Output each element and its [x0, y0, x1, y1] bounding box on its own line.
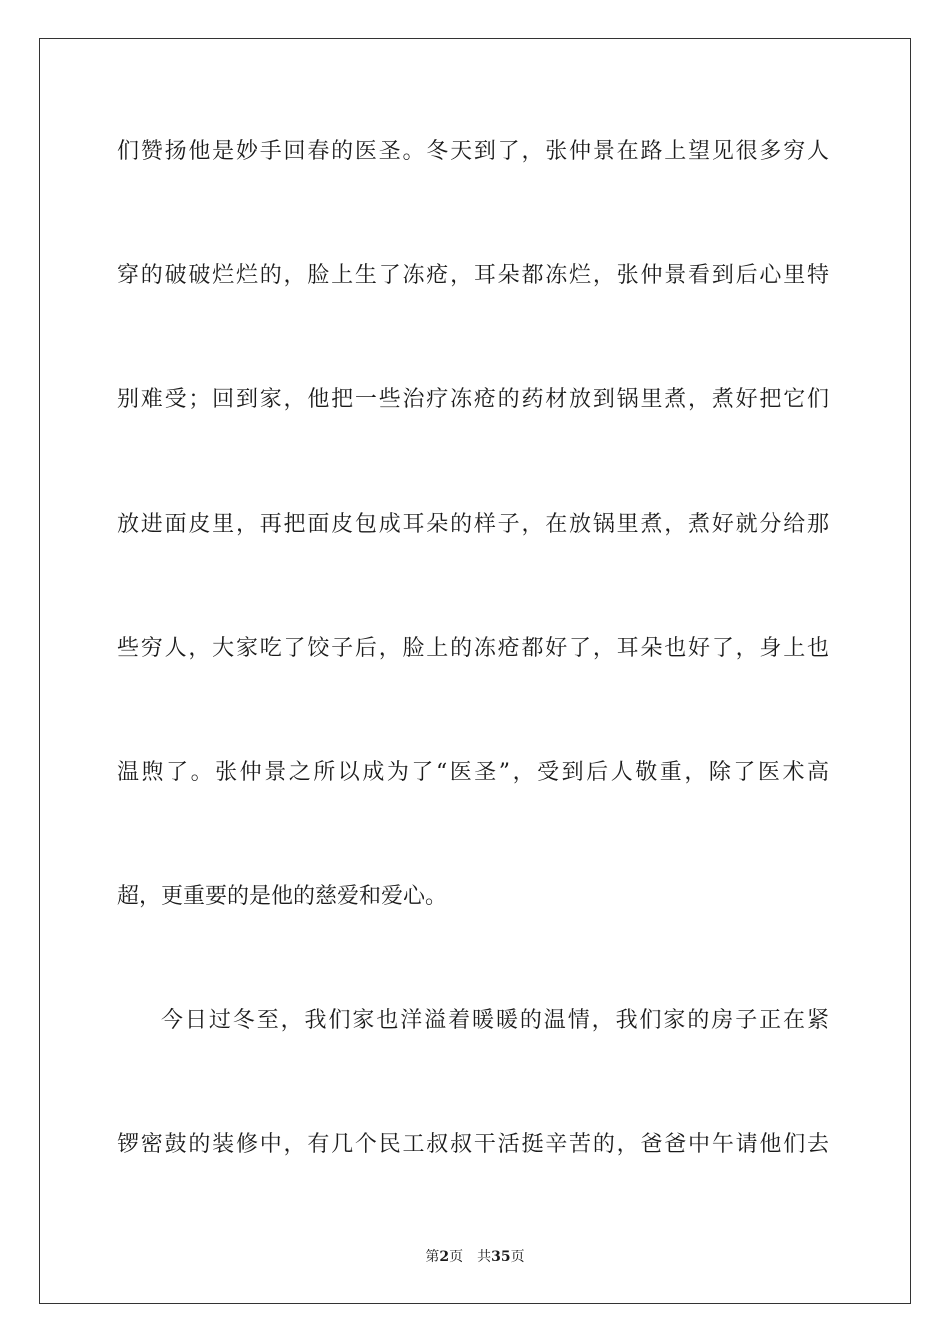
body-line-9: 锣密鼓的装修中，有几个民工叔叔干活挺辛苦的，爸爸中午请他们去: [117, 1132, 829, 1157]
body-line-2: 穿的破破烂烂的，脸上生了冻疮，耳朵都冻烂，张仲景看到后心里特: [117, 263, 829, 288]
body-line-7: 超，更重要的是他的慈爱和爱心。: [117, 884, 448, 909]
body-line-3: 别难受；回到家，他把一些治疗冻疮的药材放到锅里煮，煮好把它们: [117, 387, 829, 412]
body-line-8: 今日过冬至，我们家也洋溢着暖暖的温情，我们家的房子正在紧: [161, 1008, 829, 1033]
footer-total-pages: 35: [491, 1249, 511, 1265]
footer-total-suffix: 页: [510, 1249, 525, 1265]
footer-total-prefix: 共: [477, 1249, 492, 1265]
page-border: [39, 38, 911, 1304]
body-line-4: 放进面皮里，再把面皮包成耳朵的样子，在放锅里煮，煮好就分给那: [117, 512, 829, 537]
body-line-1: 们赞扬他是妙手回春的医圣。冬天到了，张仲景在路上望见很多穷人: [117, 139, 829, 164]
body-line-6: 温煦了。张仲景之所以成为了“医圣”，受到后人敬重，除了医术高: [117, 760, 829, 785]
footer-page-suffix: 页: [449, 1249, 464, 1265]
footer-page-prefix: 第: [425, 1249, 440, 1265]
page-footer: [0, 1247, 950, 1267]
footer-page-number: 2: [439, 1249, 450, 1265]
body-line-5: 些穷人，大家吃了饺子后，脸上的冻疮都好了，耳朵也好了，身上也: [117, 636, 829, 661]
